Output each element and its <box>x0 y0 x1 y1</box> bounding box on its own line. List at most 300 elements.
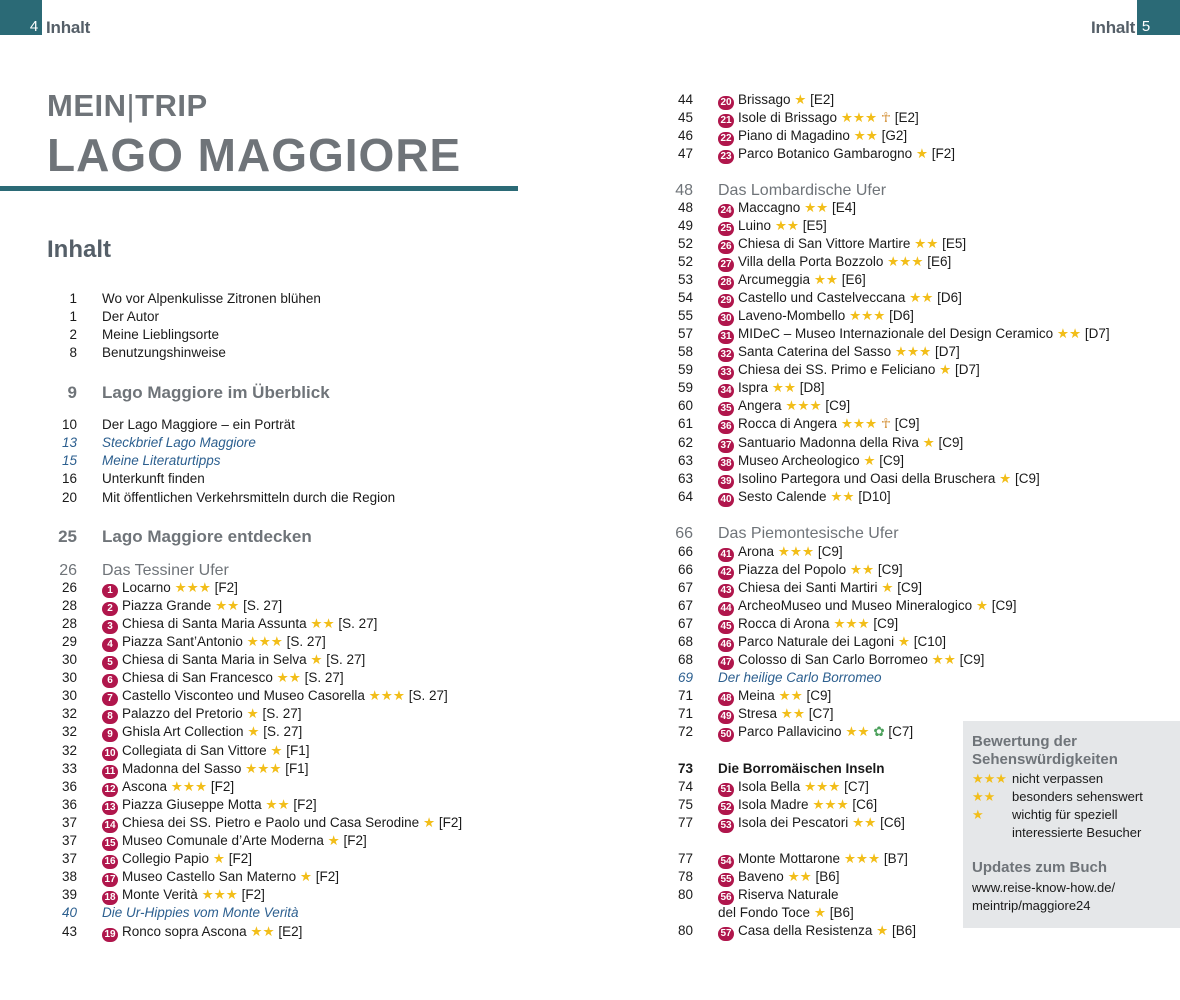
entry-title: Museo Castello San Materno <box>122 869 297 884</box>
toc-sight-row[interactable] <box>0 470 1180 488</box>
rating-stars: ★ <box>813 905 826 920</box>
toc-sight-row[interactable] <box>0 633 1180 651</box>
entry-title: Chiesa di San Vittore Martire <box>738 236 911 251</box>
page-number: 29 <box>61 634 77 649</box>
entry-title: Castello Visconteo und Museo Casorella <box>122 688 365 703</box>
map-reference: [F1] <box>285 761 309 776</box>
entry-content <box>718 886 839 905</box>
sight-number-badge: 28 <box>718 276 734 290</box>
rating-stars: ★★★ <box>777 544 815 559</box>
page-number: 60 <box>677 398 693 413</box>
page-number: 80 <box>677 887 693 902</box>
toc-sight-row[interactable] <box>0 397 1180 415</box>
map-reference: [E6] <box>927 254 952 269</box>
legend-stars-1: ★ <box>972 807 984 822</box>
map-reference: [F2] <box>315 869 339 884</box>
rating-stars: ★ <box>876 923 889 938</box>
literature-link[interactable]: Die Ur-Hippies vom Monte Verità <box>102 905 299 920</box>
entry-content <box>718 796 877 815</box>
entry-content <box>718 325 1110 344</box>
rating-stars: ★★ <box>1056 326 1082 341</box>
page-number: 59 <box>677 362 693 377</box>
entry-title: Luino <box>738 218 772 233</box>
map-reference: [C9] <box>1015 471 1040 486</box>
legend-text-1b: interessierte Besucher <box>1012 825 1142 840</box>
rating-stars: ★★ <box>310 616 335 631</box>
page-number: 1 <box>69 291 77 306</box>
sight-number-badge: 13 <box>102 801 118 815</box>
page-number: 32 <box>61 743 77 758</box>
rating-stars: ★★★ <box>201 887 238 902</box>
entry-title: Chiesa dei SS. Pietro e Paolo und Casa Serodine <box>122 815 420 830</box>
rating-stars: ★★★ <box>812 797 849 812</box>
page-number: 64 <box>677 489 693 504</box>
family-icon: ☥ <box>880 416 891 431</box>
rating-stars: ★★ <box>778 688 803 703</box>
rating-stars: ★★ <box>771 380 796 395</box>
map-reference: [S. 27] <box>304 670 344 685</box>
toc-sight-row[interactable] <box>0 289 1180 307</box>
sight-number-badge: 23 <box>718 150 734 164</box>
map-reference: [B6] <box>891 923 916 938</box>
sight-number-badge: 55 <box>718 873 734 887</box>
toc-sight-row[interactable] <box>0 543 1180 561</box>
entry-title: Das Piemontesische Ufer <box>718 525 899 542</box>
toc-sight-row[interactable] <box>0 361 1180 379</box>
page-number: 46 <box>677 128 693 143</box>
toc-sight-row[interactable] <box>0 235 1180 253</box>
entry-title: Benutzungshinweise <box>102 345 226 360</box>
sight-number-badge: 42 <box>718 566 734 580</box>
page-number: 37 <box>61 851 77 866</box>
sight-number-badge: 39 <box>718 475 734 489</box>
sight-number-badge: 18 <box>102 891 118 905</box>
page-number: 66 <box>677 544 693 559</box>
legend-text-2: besonders sehenswert <box>1012 789 1143 804</box>
sight-number-badge: 1 <box>102 584 118 598</box>
entry-content <box>718 109 919 128</box>
rating-stars: ★★ <box>845 724 870 739</box>
toc-sight-row[interactable] <box>0 415 1180 433</box>
sight-number-badge: 29 <box>718 294 734 308</box>
toc-sight-row[interactable] <box>0 325 1180 343</box>
sight-number-badge: 30 <box>718 312 734 326</box>
legend-text-1: wichtig für speziell <box>1012 807 1118 822</box>
page-number: 44 <box>677 92 693 107</box>
map-reference: [F2] <box>228 851 252 866</box>
entry-content <box>718 217 827 236</box>
page-number: 66 <box>677 562 693 577</box>
entry-title: Mit öffentlichen Verkehrsmitteln durch die Region <box>102 490 396 505</box>
entry-title: Colosso di San Carlo Borromeo <box>738 652 928 667</box>
page-number: 71 <box>677 688 693 703</box>
rating-stars: ★★ <box>849 562 875 577</box>
page-number: 80 <box>677 923 693 938</box>
entry-content <box>102 832 367 851</box>
entry-title: Piazza Giuseppe Motta <box>122 797 262 812</box>
entry-title: Stresa <box>738 706 778 721</box>
map-reference: [S. 27] <box>338 616 378 631</box>
map-reference: [C7] <box>808 706 834 721</box>
entry-content <box>718 687 831 706</box>
map-reference: [B6] <box>815 869 840 884</box>
sight-number-badge: 25 <box>718 222 734 236</box>
sight-number-badge: 10 <box>102 747 118 761</box>
sight-number-badge: 11 <box>102 765 118 779</box>
entry-title: Palazzo del Pretorio <box>122 706 243 721</box>
sight-number-badge: 14 <box>102 819 118 833</box>
right-page-heading: Inhalt <box>1091 18 1136 37</box>
entry-content <box>718 705 834 724</box>
map-reference: [C9] <box>938 435 964 450</box>
entry-title: MIDeC – Museo Internazionale del Design Ceramico <box>738 326 1054 341</box>
rating-stars: ★★ <box>774 218 800 233</box>
entry-title: ArcheoMuseo und Museo Mineralogico <box>738 598 973 613</box>
entry-title: Der Lago Maggiore – ein Porträt <box>102 417 295 432</box>
entry-content <box>718 850 908 869</box>
page-number: 77 <box>677 815 693 830</box>
entry-title: del Fondo Toce <box>718 905 811 920</box>
updates-url-line1[interactable]: www.reise-know-how.de/ <box>972 880 1116 895</box>
map-reference: [C10] <box>913 634 947 649</box>
family-icon: ☥ <box>880 110 891 125</box>
map-reference: [B7] <box>883 851 908 866</box>
toc-sight-row[interactable] <box>0 488 1180 506</box>
sight-number-badge: 56 <box>718 891 734 905</box>
map-reference: [C6] <box>880 815 905 830</box>
entry-content <box>718 488 891 507</box>
rating-stars: ★ <box>975 598 989 613</box>
rating-stars: ★★ <box>804 200 829 215</box>
entry-title: Das Lombardische Ufer <box>718 182 887 199</box>
rating-stars: ★★★ <box>804 779 841 794</box>
rating-stars: ★ <box>794 92 807 107</box>
sight-number-badge: 17 <box>102 873 118 887</box>
entry-title: Museo Comunale d’Arte Moderna <box>122 833 324 848</box>
page-number: 45 <box>677 110 693 125</box>
entry-title: Wo vor Alpenkulisse Zitronen blühen <box>102 291 321 306</box>
sight-number-badge: 24 <box>718 204 734 218</box>
entry-title: Meine Lieblingsorte <box>102 327 220 342</box>
literature-link[interactable]: Der heilige Carlo Borromeo <box>718 670 882 685</box>
entry-title: Ispra <box>738 380 769 395</box>
page-number: 26 <box>59 562 77 579</box>
entry-title: Collegiata di San Vittore <box>122 743 267 758</box>
sight-number-badge: 3 <box>102 620 118 634</box>
toc-sight-row[interactable] <box>0 271 1180 289</box>
map-reference: [E6] <box>841 272 866 287</box>
toc-sight-row[interactable] <box>0 217 1180 235</box>
rating-stars: ★★★ <box>840 416 878 431</box>
map-reference: [F2] <box>210 779 235 794</box>
entry-title: Ascona <box>122 779 168 794</box>
page-number: 36 <box>61 779 77 794</box>
toc-sight-row[interactable] <box>0 579 1180 597</box>
toc-sight-row[interactable] <box>0 109 1180 127</box>
toc-sight-row[interactable] <box>0 561 1180 579</box>
literature-link[interactable]: Meine Literaturtipps <box>102 453 221 468</box>
page-number: 37 <box>61 815 77 830</box>
rating-stars: ★★ <box>780 706 806 721</box>
page-number: 28 <box>61 598 77 613</box>
sight-number-badge: 47 <box>718 656 734 670</box>
page-number: 67 <box>677 580 693 595</box>
rating-stars: ★ <box>212 851 225 866</box>
rating-stars: ★★★ <box>170 779 208 794</box>
entry-content <box>718 127 907 146</box>
rating-stars: ★★ <box>931 652 956 667</box>
page-number: 59 <box>677 380 693 395</box>
toc-section-row[interactable] <box>0 523 1180 545</box>
sight-number-badge: 19 <box>102 928 118 942</box>
entry-content <box>718 615 898 634</box>
entry-title: Collegio Papio <box>122 851 210 866</box>
page-number: 30 <box>61 670 77 685</box>
sight-number-badge: 31 <box>718 330 734 344</box>
brand-separator: | <box>126 88 136 123</box>
rating-stars: ★★★ <box>894 344 932 359</box>
entry-title: Chiesa di Santa Maria Assunta <box>122 616 307 631</box>
legend-text-3: nicht verpassen <box>1012 771 1104 786</box>
map-reference: [D7] <box>1084 326 1110 341</box>
sight-number-badge: 4 <box>102 638 118 652</box>
rating-stars: ★★★ <box>368 688 405 703</box>
entry-title: Ronco sopra Ascona <box>122 924 247 939</box>
sight-number-badge: 21 <box>718 114 734 128</box>
page-number: 28 <box>61 616 77 631</box>
left-page-heading: Inhalt <box>46 18 91 37</box>
entry-content <box>718 470 1040 489</box>
map-reference: [C7] <box>844 779 869 794</box>
page-number: 55 <box>677 308 693 323</box>
right-page-number: 5 <box>1141 18 1151 35</box>
entry-content <box>718 904 854 922</box>
rating-stars: ★ <box>299 869 312 884</box>
toc-sight-row[interactable] <box>0 343 1180 361</box>
toc-sight-row[interactable] <box>0 615 1180 633</box>
page-number: 57 <box>677 326 693 341</box>
sight-number-badge: 35 <box>718 402 734 416</box>
entry-title: Rocca di Angera <box>738 416 838 431</box>
legend-stars-2: ★★ <box>972 789 996 804</box>
rating-stars: ★ <box>863 453 876 468</box>
entry-title: Piazza Grande <box>122 598 212 613</box>
page-number: 39 <box>61 887 77 902</box>
entry-content <box>718 415 920 434</box>
toc-sight-row[interactable] <box>0 253 1180 271</box>
sight-number-badge: 7 <box>102 692 118 706</box>
map-reference: [D6] <box>937 290 962 305</box>
map-reference: [E2] <box>278 924 303 939</box>
page-number: 52 <box>677 236 693 251</box>
page-number: 63 <box>677 471 693 486</box>
literature-link[interactable]: Steckbrief Lago Maggiore <box>102 435 256 450</box>
toc-sight-row[interactable] <box>0 687 1180 705</box>
sight-number-badge: 40 <box>718 493 734 507</box>
map-reference: [C9] <box>806 688 832 703</box>
map-reference: [S. 27] <box>326 652 366 667</box>
toc-sight-row[interactable] <box>0 597 1180 615</box>
rating-stars: ★ <box>922 435 935 450</box>
brand-part-b: TRIP <box>135 88 208 123</box>
toc-sight-row[interactable] <box>0 127 1180 145</box>
map-reference: [C6] <box>852 797 878 812</box>
page-number: 61 <box>677 416 693 431</box>
entry-content <box>718 199 856 218</box>
sight-number-badge: 46 <box>718 638 734 652</box>
toc-sight-row[interactable] <box>0 307 1180 325</box>
map-reference: [D7] <box>934 344 960 359</box>
map-reference: [E5] <box>942 236 967 251</box>
toc-sight-row[interactable] <box>0 379 1180 397</box>
map-reference: [F2] <box>241 887 265 902</box>
entry-title: Sesto Calende <box>738 489 827 504</box>
entry-title: Riserva Naturale <box>738 887 839 902</box>
page-number: 8 <box>69 345 77 360</box>
map-reference: [C9] <box>825 398 851 413</box>
entry-title: Parco Pallavicino <box>738 724 842 739</box>
page-number: 49 <box>677 218 693 233</box>
map-reference: [C9] <box>877 562 903 577</box>
toc-sight-row[interactable] <box>0 199 1180 217</box>
entry-content <box>718 561 903 580</box>
rating-stars: ★ <box>310 652 323 667</box>
page-number: 54 <box>677 290 693 305</box>
sight-number-badge: 53 <box>718 819 734 833</box>
entry-title: Der Autor <box>102 309 160 324</box>
entry-content <box>718 669 882 687</box>
page-number: 30 <box>61 688 77 703</box>
map-reference: [G2] <box>881 128 908 143</box>
page-number: 74 <box>677 779 693 794</box>
entry-title: Lago Maggiore im Überblick <box>102 383 330 402</box>
entry-content <box>718 778 869 797</box>
entry-content <box>718 253 951 272</box>
page-number: 43 <box>61 924 77 939</box>
map-reference: [D6] <box>889 308 914 323</box>
map-reference: [F2] <box>214 580 238 595</box>
toc-sight-row[interactable] <box>0 145 1180 163</box>
page-number: 16 <box>61 471 77 486</box>
entry-content <box>718 434 963 453</box>
entry-title: Madonna del Sasso <box>122 761 242 776</box>
toc-sight-row[interactable] <box>0 434 1180 452</box>
rating-stars: ★ <box>897 634 910 649</box>
entry-content <box>718 271 866 290</box>
entry-title: Brissago <box>738 92 791 107</box>
page-number: 63 <box>677 453 693 468</box>
entry-content <box>718 145 955 164</box>
rating-stars: ★★★ <box>245 761 282 776</box>
sight-number-badge: 43 <box>718 584 734 598</box>
entry-title: Casa della Resistenza <box>738 923 873 938</box>
left-page-number: 4 <box>29 18 39 35</box>
page-number: 47 <box>677 146 693 161</box>
page-number: 32 <box>61 706 77 721</box>
entry-title: Museo Archeologico <box>738 453 860 468</box>
entry-content <box>718 235 966 254</box>
page-number: 48 <box>675 182 693 199</box>
entry-title: Meina <box>738 688 775 703</box>
entry-title: Chiesa dei Santi Martiri <box>738 580 878 595</box>
entry-content <box>718 452 904 471</box>
rating-stars: ★★★ <box>849 308 886 323</box>
toc-sight-row[interactable] <box>0 91 1180 109</box>
entry-content <box>718 379 825 398</box>
entry-content <box>718 633 946 652</box>
sight-number-badge: 37 <box>718 439 734 453</box>
page-number: 77 <box>677 851 693 866</box>
map-reference: [C7] <box>888 724 914 739</box>
map-reference: [D8] <box>799 380 825 395</box>
page-number: 13 <box>61 435 77 450</box>
map-reference: [F2] <box>293 797 317 812</box>
sight-number-badge: 20 <box>718 96 734 110</box>
rating-stars: ★ <box>915 146 928 161</box>
entry-title: Die Borromäischen Inseln <box>718 761 885 776</box>
entry-title: Ghisla Art Collection <box>122 724 244 739</box>
toc-row[interactable] <box>0 669 1180 687</box>
page-number: 2 <box>69 327 77 342</box>
map-reference: [C9] <box>897 580 922 595</box>
rating-stars: ★ <box>999 471 1012 486</box>
page-number: 68 <box>677 652 693 667</box>
sight-number-badge: 22 <box>718 132 734 146</box>
entry-content <box>718 814 905 833</box>
sight-number-badge: 34 <box>718 384 734 398</box>
rating-stars: ★ <box>327 833 340 848</box>
rating-stars: ★★ <box>853 128 878 143</box>
toc-sight-row[interactable] <box>0 651 1180 669</box>
map-reference: [S. 27] <box>263 724 303 739</box>
entry-title: Rocca di Arona <box>738 616 830 631</box>
sight-number-badge: 41 <box>718 548 734 562</box>
updates-url-line2[interactable]: meintrip/maggiore24 <box>972 898 1091 913</box>
rating-stars: ★ <box>939 362 952 377</box>
entry-title: Chiesa di Santa Maria in Selva <box>122 652 307 667</box>
sight-number-badge: 32 <box>718 348 734 362</box>
entry-content <box>718 651 984 670</box>
entry-title: Piazza Sant’Antonio <box>122 634 243 649</box>
entry-title: Arcumeggia <box>738 272 811 287</box>
rating-stars: ★★ <box>909 290 934 305</box>
map-reference: [E2] <box>894 110 919 125</box>
page-number: 36 <box>61 797 77 812</box>
sight-number-badge: 33 <box>718 366 734 380</box>
map-reference: [S. 27] <box>262 706 302 721</box>
sight-number-badge: 6 <box>102 674 118 688</box>
page-number: 69 <box>677 670 693 685</box>
page-number: 67 <box>677 616 693 631</box>
sight-number-badge: 45 <box>718 620 734 634</box>
entry-title: Angera <box>738 398 782 413</box>
map-reference: [E4] <box>832 200 857 215</box>
map-reference: [C9] <box>894 416 920 431</box>
sight-number-badge: 2 <box>102 602 118 616</box>
page-number: 52 <box>677 254 693 269</box>
sight-number-badge: 50 <box>718 728 734 742</box>
rating-stars: ★ <box>270 743 283 758</box>
page-number: 71 <box>677 706 693 721</box>
toc-sight-row[interactable] <box>0 452 1180 470</box>
sight-number-badge: 57 <box>718 927 734 941</box>
map-reference: [F2] <box>438 815 463 830</box>
entry-title: Isola Bella <box>738 779 801 794</box>
legend-title-line1: Bewertung der <box>972 733 1078 750</box>
entry-content <box>718 91 834 110</box>
page-number: 38 <box>61 869 77 884</box>
entry-content <box>718 868 840 887</box>
